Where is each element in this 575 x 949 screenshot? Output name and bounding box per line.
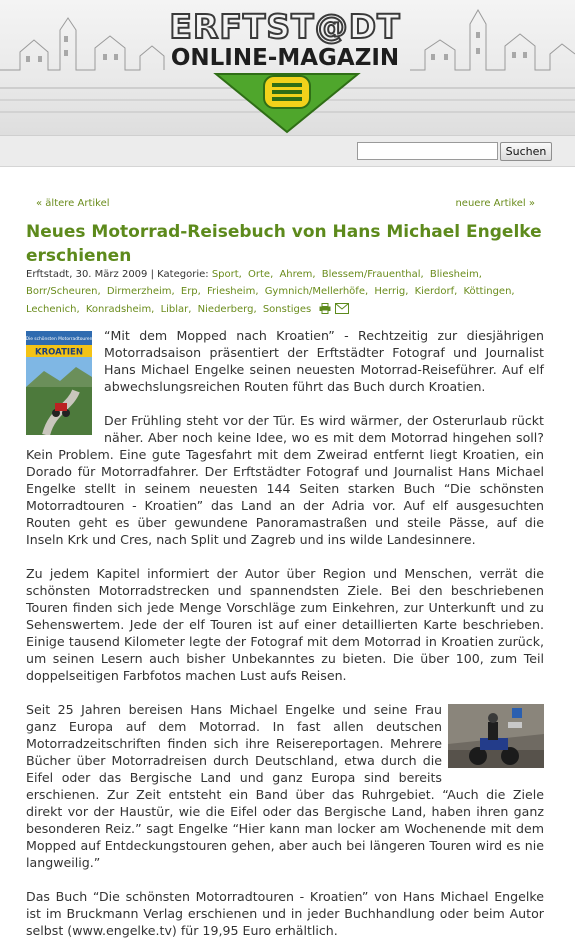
category-link-gymnich-mellerhoefe[interactable]: Gymnich/Mellerhöfe, [264, 286, 369, 297]
category-link-sport[interactable]: Sport, [211, 269, 242, 280]
post-meta [26, 266, 550, 318]
category-link-blessem-frauenthal[interactable]: Blessem/Frauenthal, [321, 269, 424, 280]
post-title[interactable]: Neues Motorrad-Reisebuch von Hans Michael Engelke erschienen [26, 222, 542, 266]
search-button[interactable]: Suchen [500, 142, 552, 161]
print-icon[interactable] [319, 303, 331, 314]
category-link-sonstiges[interactable]: Sonstiges [262, 303, 312, 315]
category-link-lechenich[interactable]: Lechenich, [26, 303, 80, 315]
category-link-erp[interactable]: Erp, [180, 286, 201, 297]
search-input[interactable] [357, 142, 498, 160]
body-paragraph-2: Zu jedem Kapitel informiert der Autor über Region und Menschen, verrät die schönsten Motorradstrecken und spannendsten Ziele. Bei den beschriebenen Touren finden sich jede Menge Vorschläge zum Einkehren, zur Unterkunft und zu Sehenswertem. Jede der elf Touren ist auf einer detaillierten Karte beschrieben. Einige tausend Kilometer legte der Fotograf mit dem Motorrad in Kroatien zurück, um seinen Lesern auch bisher Unbekanntes zu bieten. Die über 100, zum Teil doppelseitigen Farbfotos machen Lust aufs Reisen. [26, 566, 544, 683]
post-content [26, 327, 544, 949]
category-link-niederberg[interactable]: Niederberg, [197, 303, 257, 315]
category-link-konradsheim[interactable]: Konradsheim, [85, 303, 155, 315]
category-link-koettingen[interactable]: Köttingen, [463, 286, 515, 297]
categories-label: Kategorie: [157, 269, 209, 280]
search-bar [0, 136, 575, 167]
email-icon[interactable] [335, 303, 349, 314]
post-date: Erftstadt, 30. März 2009 [26, 269, 148, 280]
newer-articles-link[interactable]: neuere Artikel » [455, 198, 535, 209]
category-link-dirmerzheim[interactable]: Dirmerzheim, [106, 286, 175, 297]
book-cover-image[interactable] [26, 331, 92, 435]
category-link-orte[interactable]: Orte, [248, 269, 274, 280]
category-link-herrig[interactable]: Herrig, [374, 286, 409, 297]
brand-title: ERFTST@DT [169, 7, 401, 46]
category-link-friesheim[interactable]: Friesheim, [207, 286, 259, 297]
older-articles-link[interactable]: « ältere Artikel [36, 198, 110, 209]
meta-separator: | [150, 269, 154, 280]
magazine-logo-icon [212, 72, 362, 134]
category-link-ahrem[interactable]: Ahrem, [279, 269, 316, 280]
site-header [0, 0, 575, 136]
body-paragraph-3-text: Seit 25 Jahren bereisen Hans Michael Engelke und seine Frau ganz Europa auf dem Motorrad. In fast allen deutschen Motorradzeitschriften finden sich ihre Reisereportagen. Mehrere Bücher über Motorradreisen durch Deutschland, etwa durch die Eifel oder das Bergische Land und ganz Europa sind bereits erschienen. Zur Zeit entsteht ein Band über das Ruhrgebiet. “Auch die Ziele direkt vor der Haustür, wie die Eifel oder das Bergische Land, haben ihren ganz besonderen Reiz.” sagt Engelke “Hier kann man locker am Wochenende mit dem Mopped auf Entdeckungstouren gehen, aber auch bei längeren Touren wird es nie langweilig.” [26, 702, 544, 870]
book-series: Die schönsten Motorradtouren [26, 337, 92, 342]
intro-paragraph: “Mit dem Mopped nach Kroatien” - Rechtzeitig zur diesjährigen Motorradsaison präsentiert der Erftstädter Fotograf und Journalist Hans Michael Engelke seinen neuesten Motorrad-Reiseführer. Auf elf abwechslungsreichen Routen führt das Buch durch Kroatien. [104, 328, 544, 394]
body-paragraph-3 [26, 701, 544, 871]
brand-subtitle: ONLINE-MAGAZIN [170, 45, 400, 71]
category-link-liblar[interactable]: Liblar, [160, 303, 192, 315]
category-link-bliesheim[interactable]: Bliesheim, [429, 269, 482, 280]
book-title: KROATIEN [35, 347, 83, 358]
motorcycle-rider-photo[interactable] [448, 704, 544, 768]
closing-paragraph: Das Buch “Die schönsten Motorradtouren - Kroatien” von Hans Michael Engelke ist im Bruckmann Verlag erschienen und in jeder Buchhandlung oder beim Autor selbst (www.engelke.tv) für 19,95 Euro erhältlich. [26, 889, 544, 938]
post-actions [319, 300, 348, 317]
category-link-borr-scheuren[interactable]: Borr/Scheuren, [26, 286, 101, 297]
body-paragraph-1: Der Frühling steht vor der Tür. Es wird wärmer, der Osterurlaub rückt näher. Aber noch keine Idee, wo es mit dem Motorrad hingehen soll? Kein Problem. Eine gute Tagesfahrt mit dem Zweirad entfernt liegt Kroatien, ein Dorado für Motorradfahrer. Der Erftstädter Fotograf und Journalist Hans Michael Engelke stellt in seinem neuesten 144 Seiten starken Buch “Die schönsten Motorradtouren - Kroatien” das Land an der Adria vor. Auf elf ausgesuchten Routen geht es über gewundene Panoramastraßen und steile Pässe, auf die Inseln Krk und Cres, nach Split und Zagreb und ins wilde Landesinnere. [26, 413, 544, 547]
category-link-kierdorf[interactable]: Kierdorf, [414, 286, 458, 297]
